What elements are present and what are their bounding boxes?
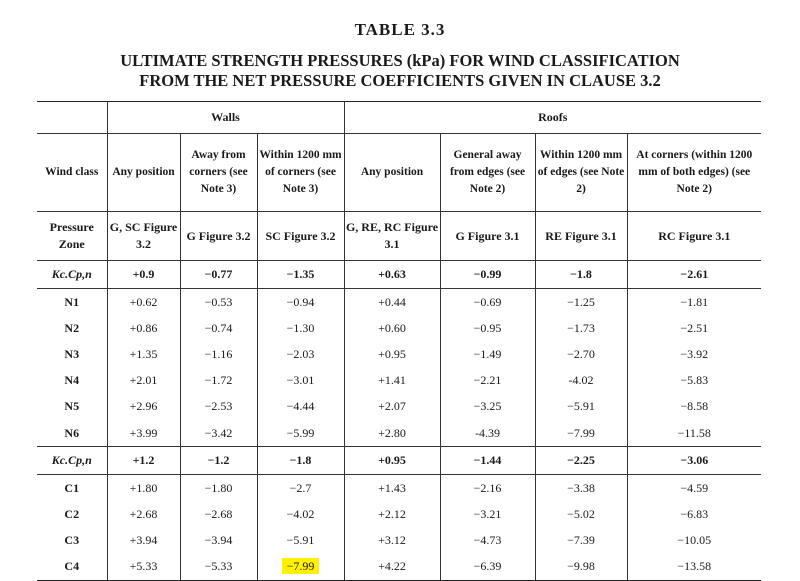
value-cell: −0.69	[440, 289, 535, 316]
col-header: Within 1200 mm of corners (see Note 3)	[257, 134, 344, 212]
wind-pressure-table	[37, 101, 761, 581]
col-header: Within 1200 mm of edges (see Note 2)	[535, 134, 627, 212]
wind-class-header: Wind class	[37, 134, 107, 212]
value-cell: −0.53	[180, 289, 257, 316]
wind-class-cell: N5	[37, 394, 107, 420]
table-title-line-1: ULTIMATE STRENGTH PRESSURES (kPa) FOR WIND CLASSIFICATION	[120, 51, 680, 70]
kc-value: −3.06	[627, 447, 761, 475]
value-cell: −2.51	[680, 320, 709, 335]
zone-cell: SC Figure 3.2	[257, 212, 344, 261]
value-cell: +0.44	[344, 289, 440, 316]
kc-value: −0.99	[440, 261, 535, 289]
value-cell: -4.02	[535, 368, 627, 394]
table-row	[37, 394, 761, 420]
value-cell: −7.99	[535, 420, 627, 447]
kc-value: +0.63	[344, 261, 440, 289]
value-cell: −1.16	[180, 341, 257, 367]
value-cell: −2.53	[180, 394, 257, 420]
kc-row	[37, 261, 761, 289]
wind-class-cell: N2	[37, 315, 107, 341]
value-cell: −1.49	[440, 341, 535, 367]
value-cell: −3.42	[180, 420, 257, 447]
value-cell: +1.41	[344, 368, 440, 394]
table-title-line-2: FROM THE NET PRESSURE COEFFICIENTS GIVEN IN CLAUSE 3.2	[139, 71, 661, 90]
table-row	[37, 368, 761, 394]
value-cell: −2.16	[440, 475, 535, 502]
value-cell: +1.35	[107, 341, 180, 367]
roofs-group-header: Roofs	[344, 102, 761, 134]
kc-value: +1.2	[107, 447, 180, 475]
value-cell: −1.80	[180, 475, 257, 502]
value-cell: −9.98	[535, 554, 627, 581]
highlighted-value: −7.99	[282, 558, 320, 574]
value-cell: +2.80	[344, 420, 440, 447]
table-row	[37, 554, 761, 581]
wind-class-cell: C3	[37, 528, 107, 554]
kc-value: −0.77	[180, 261, 257, 289]
value-cell: −0.95	[440, 315, 535, 341]
value-cell: −3.25	[440, 394, 535, 420]
value-cell: −2.21	[440, 368, 535, 394]
value-cell: +3.94	[107, 528, 180, 554]
table-row	[37, 341, 761, 367]
zone-cell: G Figure 3.1	[440, 212, 535, 261]
value-cell: −3.21	[440, 501, 535, 527]
value-cell: +0.95	[344, 341, 440, 367]
value-cell: −5.83	[680, 373, 709, 388]
value-cell: −6.39	[440, 554, 535, 581]
wind-class-cell: N3	[37, 341, 107, 367]
kc-value: −2.25	[535, 447, 627, 475]
value-cell: −10.05	[677, 533, 712, 548]
kc-label: Kc.Cp,n	[37, 261, 107, 289]
kc-value: +0.9	[107, 261, 180, 289]
value-cell: +5.33	[107, 554, 180, 581]
value-cell: −4.44	[257, 394, 344, 420]
value-cell: −1.73	[535, 315, 627, 341]
wind-class-cell: C4	[37, 554, 107, 581]
col-header: General away from edges (see Note 2)	[440, 134, 535, 212]
value-cell: +2.07	[344, 394, 440, 420]
wind-class-cell: N4	[37, 368, 107, 394]
table-number: TABLE 3.3	[354, 20, 446, 39]
value-cell: −4.73	[440, 528, 535, 554]
col-header: Away from corners (see Note 3)	[180, 134, 257, 212]
kc-value: −2.61	[627, 261, 761, 289]
value-cell: −3.01	[257, 368, 344, 394]
pressure-zone-label: Pressure Zone	[37, 212, 107, 261]
value-cell: +3.99	[107, 420, 180, 447]
value-cell: +4.22	[344, 554, 440, 581]
value-cell: −2.68	[180, 501, 257, 527]
value-cell: −0.74	[180, 315, 257, 341]
value-cell	[257, 554, 344, 581]
value-cell: −7.39	[535, 528, 627, 554]
value-cell: +2.01	[107, 368, 180, 394]
walls-group-header: Walls	[107, 102, 344, 134]
kc-row	[37, 447, 761, 475]
value-cell: −2.70	[535, 341, 627, 367]
value-cell: +0.60	[344, 315, 440, 341]
kc-value: +0.95	[344, 447, 440, 475]
value-cell: +0.62	[107, 289, 180, 316]
value-cell: −3.94	[180, 528, 257, 554]
zone-cell: G, RE, RC Figure 3.1	[344, 212, 440, 261]
value-cell: −5.99	[257, 420, 344, 447]
zone-cell: RC Figure 3.1	[627, 212, 761, 261]
table-row	[37, 289, 761, 316]
kc-value: −1.8	[535, 261, 627, 289]
value-cell: +1.43	[344, 475, 440, 502]
kc-value: −1.35	[257, 261, 344, 289]
value-cell: −5.02	[535, 501, 627, 527]
value-cell: −13.58	[627, 554, 761, 581]
zone-cell: G, SC Figure 3.2	[107, 212, 180, 261]
col-header: At corners (within 1200 mm of both edges) (see Note 2)	[627, 134, 761, 212]
value-cell: −1.30	[257, 315, 344, 341]
value-cell: −1.81	[680, 294, 709, 309]
wind-class-cell: C1	[37, 475, 107, 502]
zone-cell: RE Figure 3.1	[535, 212, 627, 261]
table-row	[37, 528, 761, 554]
table-row	[37, 420, 761, 447]
corner-cell	[37, 102, 107, 134]
value-cell: −5.33	[180, 554, 257, 581]
value-cell: −5.91	[257, 528, 344, 554]
value-cell: −3.92	[680, 346, 709, 361]
value-cell: −4.02	[257, 501, 344, 527]
value-cell: −1.25	[535, 289, 627, 316]
value-cell: +0.86	[107, 315, 180, 341]
value-cell: −5.91	[535, 394, 627, 420]
col-header: Any position	[344, 134, 440, 212]
value-cell: +3.12	[344, 528, 440, 554]
value-cell: −2.7	[257, 475, 344, 502]
value-cell: −8.58	[680, 399, 709, 414]
kc-value: −1.8	[257, 447, 344, 475]
zone-cell: G Figure 3.2	[180, 212, 257, 261]
wind-class-cell: N1	[37, 289, 107, 316]
table-row	[37, 501, 761, 527]
value-cell: −2.03	[257, 341, 344, 367]
wind-class-cell: N6	[37, 420, 107, 447]
value-cell: +2.68	[107, 501, 180, 527]
table-row	[37, 475, 761, 502]
table-row	[37, 315, 761, 341]
value-cell: −11.58	[627, 420, 761, 447]
kc-value: −1.2	[180, 447, 257, 475]
value-cell: +2.96	[107, 394, 180, 420]
value-cell: −3.38	[535, 475, 627, 502]
kc-label: Kc.Cp,n	[37, 447, 107, 475]
kc-value: −1.44	[440, 447, 535, 475]
value-cell: -4.39	[440, 420, 535, 447]
value-cell: −6.83	[680, 506, 709, 521]
value-cell: −0.94	[257, 289, 344, 316]
value-cell: −1.72	[180, 368, 257, 394]
value-cell: −4.59	[680, 480, 709, 495]
value-cell: +2.12	[344, 501, 440, 527]
wind-class-cell: C2	[37, 501, 107, 527]
col-header: Any position	[107, 134, 180, 212]
value-cell: +1.80	[107, 475, 180, 502]
